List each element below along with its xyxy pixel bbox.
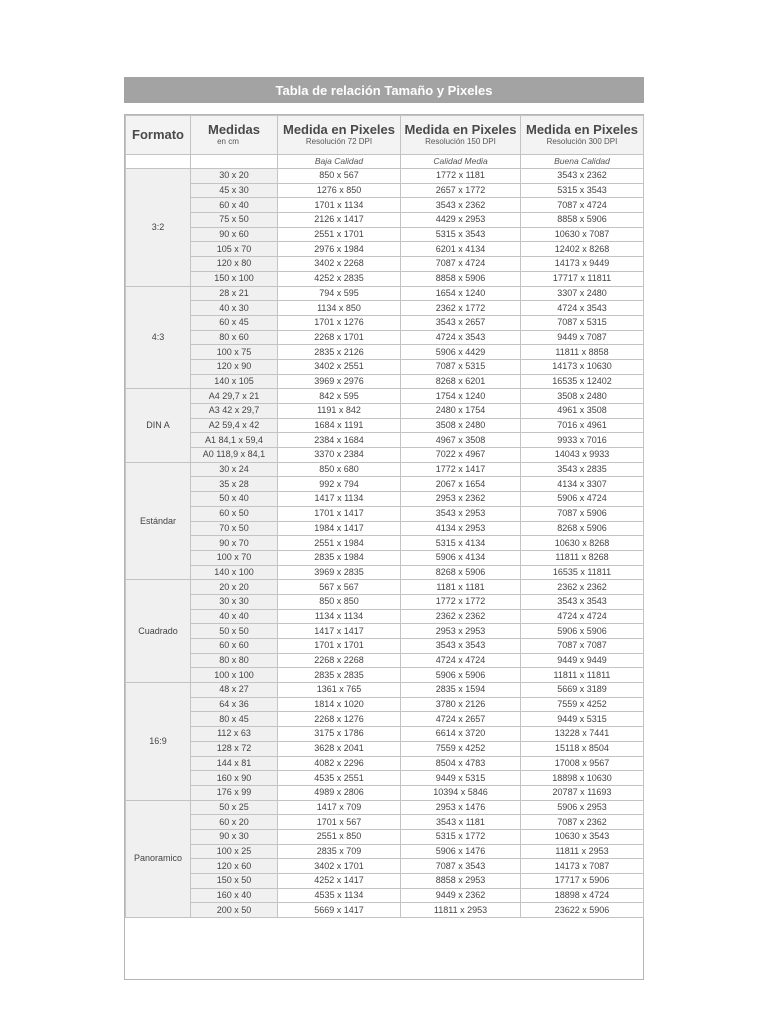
size-cm-cell: 30 x 20 bbox=[191, 169, 278, 184]
px-150-cell: 2835 x 1594 bbox=[401, 683, 521, 698]
table-row bbox=[126, 433, 644, 448]
table-row bbox=[126, 580, 644, 595]
px-150-cell: 4967 x 3508 bbox=[401, 433, 521, 448]
size-cm-cell: A4 29,7 x 21 bbox=[191, 389, 278, 404]
px-300-cell: 3508 x 2480 bbox=[521, 389, 644, 404]
px-72-cell: 1701 x 1417 bbox=[278, 506, 401, 521]
size-cm-cell: A0 118,9 x 84,1 bbox=[191, 448, 278, 463]
px-150-cell: 7087 x 5315 bbox=[401, 359, 521, 374]
px-72-cell: 5669 x 1417 bbox=[278, 903, 401, 918]
px-300-cell: 4724 x 4724 bbox=[521, 609, 644, 624]
format-group-label: 4:3 bbox=[126, 286, 191, 389]
px-150-cell: 2362 x 2362 bbox=[401, 609, 521, 624]
px-72-cell: 2976 x 1984 bbox=[278, 242, 401, 257]
table-row bbox=[126, 345, 644, 360]
px-150-cell: 4429 x 2953 bbox=[401, 213, 521, 228]
px-300-cell: 14173 x 9449 bbox=[521, 257, 644, 272]
size-cm-cell: 90 x 60 bbox=[191, 227, 278, 242]
px-300-cell: 9449 x 5315 bbox=[521, 712, 644, 727]
px-72-cell: 3969 x 2835 bbox=[278, 565, 401, 580]
quality-empty-2 bbox=[191, 155, 278, 169]
table-row bbox=[126, 404, 644, 419]
px-150-cell: 1181 x 1181 bbox=[401, 580, 521, 595]
px-150-cell: 4724 x 3543 bbox=[401, 330, 521, 345]
px-300-cell: 5906 x 5906 bbox=[521, 624, 644, 639]
px-150-cell: 4724 x 4724 bbox=[401, 653, 521, 668]
size-cm-cell: 160 x 90 bbox=[191, 771, 278, 786]
px-72-cell: 4535 x 2551 bbox=[278, 771, 401, 786]
px-72-cell: 850 x 567 bbox=[278, 169, 401, 184]
table-row bbox=[126, 785, 644, 800]
size-cm-cell: 160 x 40 bbox=[191, 888, 278, 903]
header-72dpi: Medida en Pixeles Resolución 72 DPI bbox=[278, 116, 401, 155]
px-72-cell: 2551 x 1984 bbox=[278, 536, 401, 551]
px-300-cell: 7087 x 7087 bbox=[521, 639, 644, 654]
px-150-cell: 8858 x 5906 bbox=[401, 271, 521, 286]
table-row bbox=[126, 683, 644, 698]
table-row bbox=[126, 359, 644, 374]
size-cm-cell: 112 x 63 bbox=[191, 727, 278, 742]
px-300-cell: 11811 x 2953 bbox=[521, 844, 644, 859]
px-72-cell: 2551 x 850 bbox=[278, 829, 401, 844]
table-row bbox=[126, 286, 644, 301]
table-row bbox=[126, 829, 644, 844]
px-150-cell: 3543 x 2657 bbox=[401, 315, 521, 330]
px-150-cell: 3543 x 3543 bbox=[401, 639, 521, 654]
format-group-label: Panoramico bbox=[126, 800, 191, 918]
format-group-label: Estándar bbox=[126, 462, 191, 580]
size-cm-cell: 75 x 50 bbox=[191, 213, 278, 228]
px-150-cell: 6201 x 4134 bbox=[401, 242, 521, 257]
px-72-cell: 567 x 567 bbox=[278, 580, 401, 595]
px-72-cell: 2835 x 2835 bbox=[278, 668, 401, 683]
table-row bbox=[126, 668, 644, 683]
px-150-cell: 11811 x 2953 bbox=[401, 903, 521, 918]
quality-empty-1 bbox=[126, 155, 191, 169]
px-72-cell: 1191 x 842 bbox=[278, 404, 401, 419]
px-72-cell: 3370 x 2384 bbox=[278, 448, 401, 463]
size-cm-cell: 50 x 50 bbox=[191, 624, 278, 639]
table-row bbox=[126, 389, 644, 404]
px-72-cell: 794 x 595 bbox=[278, 286, 401, 301]
px-72-cell: 2384 x 1684 bbox=[278, 433, 401, 448]
size-cm-cell: 100 x 70 bbox=[191, 550, 278, 565]
table-row bbox=[126, 257, 644, 272]
px-72-cell: 850 x 850 bbox=[278, 594, 401, 609]
px-72-cell: 3175 x 1786 bbox=[278, 727, 401, 742]
size-cm-cell: 100 x 100 bbox=[191, 668, 278, 683]
size-cm-cell: 90 x 30 bbox=[191, 829, 278, 844]
px-150-cell: 8858 x 2953 bbox=[401, 874, 521, 889]
table-row bbox=[126, 492, 644, 507]
size-cm-cell: 60 x 60 bbox=[191, 639, 278, 654]
px-72-cell: 842 x 595 bbox=[278, 389, 401, 404]
quality-row bbox=[126, 155, 644, 169]
header-medidas: Medidas en cm bbox=[191, 116, 278, 155]
px-150-cell: 1754 x 1240 bbox=[401, 389, 521, 404]
size-cm-cell: 20 x 20 bbox=[191, 580, 278, 595]
table-row bbox=[126, 169, 644, 184]
px-300-cell: 7559 x 4252 bbox=[521, 697, 644, 712]
px-72-cell: 1134 x 850 bbox=[278, 301, 401, 316]
table-row bbox=[126, 756, 644, 771]
table-row bbox=[126, 594, 644, 609]
px-150-cell: 9449 x 2362 bbox=[401, 888, 521, 903]
format-group-label: Cuadrado bbox=[126, 580, 191, 683]
size-cm-cell: 40 x 30 bbox=[191, 301, 278, 316]
size-cm-cell: 50 x 40 bbox=[191, 492, 278, 507]
px-72-cell: 2126 x 1417 bbox=[278, 213, 401, 228]
px-72-cell: 2551 x 1701 bbox=[278, 227, 401, 242]
size-cm-cell: 90 x 70 bbox=[191, 536, 278, 551]
table-row bbox=[126, 859, 644, 874]
px-150-cell: 2480 x 1754 bbox=[401, 404, 521, 419]
size-cm-cell: A3 42 x 29,7 bbox=[191, 404, 278, 419]
size-cm-cell: 30 x 24 bbox=[191, 462, 278, 477]
table-row bbox=[126, 315, 644, 330]
size-cm-cell: 120 x 80 bbox=[191, 257, 278, 272]
px-72-cell: 1701 x 1701 bbox=[278, 639, 401, 654]
size-cm-cell: 144 x 81 bbox=[191, 756, 278, 771]
format-group-label: DIN A bbox=[126, 389, 191, 462]
size-cm-cell: 80 x 45 bbox=[191, 712, 278, 727]
px-150-cell: 5315 x 1772 bbox=[401, 829, 521, 844]
size-cm-cell: 60 x 45 bbox=[191, 315, 278, 330]
px-300-cell: 7016 x 4961 bbox=[521, 418, 644, 433]
px-300-cell: 8268 x 5906 bbox=[521, 521, 644, 536]
table-row bbox=[126, 183, 644, 198]
table-row bbox=[126, 800, 644, 815]
table-row bbox=[126, 888, 644, 903]
px-72-cell: 1701 x 1276 bbox=[278, 315, 401, 330]
px-300-cell: 3543 x 3543 bbox=[521, 594, 644, 609]
table-row bbox=[126, 712, 644, 727]
size-cm-cell: 140 x 100 bbox=[191, 565, 278, 580]
format-group-label: 3:2 bbox=[126, 169, 191, 287]
size-cm-cell: 50 x 25 bbox=[191, 800, 278, 815]
px-300-cell: 16535 x 11811 bbox=[521, 565, 644, 580]
px-150-cell: 2953 x 1476 bbox=[401, 800, 521, 815]
size-pixel-table bbox=[124, 114, 644, 980]
size-cm-cell: 128 x 72 bbox=[191, 741, 278, 756]
px-300-cell: 17008 x 9567 bbox=[521, 756, 644, 771]
table-row bbox=[126, 477, 644, 492]
size-cm-cell: 150 x 100 bbox=[191, 271, 278, 286]
px-72-cell: 1814 x 1020 bbox=[278, 697, 401, 712]
px-300-cell: 9449 x 9449 bbox=[521, 653, 644, 668]
px-72-cell: 3402 x 1701 bbox=[278, 859, 401, 874]
header-150dpi: Medida en Pixeles Resolución 150 DPI bbox=[401, 116, 521, 155]
format-group-label: 16:9 bbox=[126, 683, 191, 801]
table-row bbox=[126, 565, 644, 580]
px-300-cell: 7087 x 5906 bbox=[521, 506, 644, 521]
px-72-cell: 1417 x 1417 bbox=[278, 624, 401, 639]
px-300-cell: 3543 x 2835 bbox=[521, 462, 644, 477]
px-300-cell: 12402 x 8268 bbox=[521, 242, 644, 257]
px-72-cell: 1276 x 850 bbox=[278, 183, 401, 198]
px-72-cell: 4082 x 2296 bbox=[278, 756, 401, 771]
px-150-cell: 1772 x 1181 bbox=[401, 169, 521, 184]
table-row bbox=[126, 213, 644, 228]
px-72-cell: 1134 x 1134 bbox=[278, 609, 401, 624]
table-row bbox=[126, 727, 644, 742]
px-150-cell: 8268 x 5906 bbox=[401, 565, 521, 580]
px-300-cell: 7087 x 4724 bbox=[521, 198, 644, 213]
table-row bbox=[126, 815, 644, 830]
px-72-cell: 992 x 794 bbox=[278, 477, 401, 492]
table-row bbox=[126, 462, 644, 477]
px-300-cell: 5906 x 4724 bbox=[521, 492, 644, 507]
table-row bbox=[126, 697, 644, 712]
size-cm-cell: 120 x 60 bbox=[191, 859, 278, 874]
table-row bbox=[126, 506, 644, 521]
size-cm-cell: A1 84,1 x 59,4 bbox=[191, 433, 278, 448]
px-72-cell: 1984 x 1417 bbox=[278, 521, 401, 536]
table-row bbox=[126, 609, 644, 624]
size-cm-cell: 48 x 27 bbox=[191, 683, 278, 698]
px-72-cell: 2268 x 1276 bbox=[278, 712, 401, 727]
table-title: Tabla de relación Tamaño y Pixeles bbox=[124, 77, 644, 103]
px-72-cell: 4535 x 1134 bbox=[278, 888, 401, 903]
px-300-cell: 23622 x 5906 bbox=[521, 903, 644, 918]
px-300-cell: 2362 x 2362 bbox=[521, 580, 644, 595]
px-300-cell: 14043 x 9933 bbox=[521, 448, 644, 463]
px-72-cell: 1701 x 567 bbox=[278, 815, 401, 830]
size-cm-cell: 100 x 25 bbox=[191, 844, 278, 859]
px-150-cell: 5906 x 4429 bbox=[401, 345, 521, 360]
px-150-cell: 7022 x 4967 bbox=[401, 448, 521, 463]
px-150-cell: 1772 x 1772 bbox=[401, 594, 521, 609]
size-cm-cell: 200 x 50 bbox=[191, 903, 278, 918]
px-150-cell: 4134 x 2953 bbox=[401, 521, 521, 536]
px-150-cell: 3543 x 1181 bbox=[401, 815, 521, 830]
px-72-cell: 2268 x 2268 bbox=[278, 653, 401, 668]
px-72-cell: 2268 x 1701 bbox=[278, 330, 401, 345]
size-cm-cell: 80 x 60 bbox=[191, 330, 278, 345]
table-row bbox=[126, 741, 644, 756]
table-body bbox=[126, 169, 644, 918]
px-72-cell: 1361 x 765 bbox=[278, 683, 401, 698]
px-150-cell: 5906 x 1476 bbox=[401, 844, 521, 859]
table-row bbox=[126, 301, 644, 316]
size-cm-cell: 30 x 30 bbox=[191, 594, 278, 609]
size-cm-cell: 80 x 80 bbox=[191, 653, 278, 668]
size-cm-cell: 140 x 105 bbox=[191, 374, 278, 389]
px-150-cell: 5315 x 4134 bbox=[401, 536, 521, 551]
px-150-cell: 3780 x 2126 bbox=[401, 697, 521, 712]
px-300-cell: 3307 x 2480 bbox=[521, 286, 644, 301]
px-150-cell: 1654 x 1240 bbox=[401, 286, 521, 301]
px-150-cell: 8268 x 6201 bbox=[401, 374, 521, 389]
px-150-cell: 7087 x 3543 bbox=[401, 859, 521, 874]
px-72-cell: 3402 x 2268 bbox=[278, 257, 401, 272]
px-300-cell: 10630 x 3543 bbox=[521, 829, 644, 844]
size-cm-cell: 28 x 21 bbox=[191, 286, 278, 301]
size-cm-cell: 35 x 28 bbox=[191, 477, 278, 492]
table-row bbox=[126, 903, 644, 918]
px-150-cell: 2067 x 1654 bbox=[401, 477, 521, 492]
px-300-cell: 11811 x 8268 bbox=[521, 550, 644, 565]
px-72-cell: 1684 x 1191 bbox=[278, 418, 401, 433]
quality-72: Baja Calidad bbox=[278, 155, 401, 169]
table-row bbox=[126, 653, 644, 668]
px-300-cell: 17717 x 5906 bbox=[521, 874, 644, 889]
px-150-cell: 8504 x 4783 bbox=[401, 756, 521, 771]
px-300-cell: 20787 x 11693 bbox=[521, 785, 644, 800]
size-cm-cell: 60 x 20 bbox=[191, 815, 278, 830]
px-150-cell: 7559 x 4252 bbox=[401, 741, 521, 756]
px-300-cell: 18898 x 10630 bbox=[521, 771, 644, 786]
px-72-cell: 2835 x 1984 bbox=[278, 550, 401, 565]
size-cm-cell: 40 x 40 bbox=[191, 609, 278, 624]
size-cm-cell: 45 x 30 bbox=[191, 183, 278, 198]
px-150-cell: 5315 x 3543 bbox=[401, 227, 521, 242]
table-row bbox=[126, 271, 644, 286]
px-300-cell: 15118 x 8504 bbox=[521, 741, 644, 756]
size-cm-cell: 120 x 90 bbox=[191, 359, 278, 374]
px-300-cell: 3543 x 2362 bbox=[521, 169, 644, 184]
px-72-cell: 3969 x 2976 bbox=[278, 374, 401, 389]
px-300-cell: 9449 x 7087 bbox=[521, 330, 644, 345]
table-row bbox=[126, 448, 644, 463]
px-150-cell: 3543 x 2362 bbox=[401, 198, 521, 213]
px-150-cell: 2953 x 2362 bbox=[401, 492, 521, 507]
table-row bbox=[126, 639, 644, 654]
table-row bbox=[126, 844, 644, 859]
px-150-cell: 2953 x 2953 bbox=[401, 624, 521, 639]
size-cm-cell: 64 x 36 bbox=[191, 697, 278, 712]
table-row bbox=[126, 624, 644, 639]
px-300-cell: 10630 x 7087 bbox=[521, 227, 644, 242]
table-row bbox=[126, 227, 644, 242]
px-150-cell: 6614 x 3720 bbox=[401, 727, 521, 742]
px-300-cell: 14173 x 7087 bbox=[521, 859, 644, 874]
size-cm-cell: 70 x 50 bbox=[191, 521, 278, 536]
px-150-cell: 7087 x 4724 bbox=[401, 257, 521, 272]
table-row bbox=[126, 418, 644, 433]
px-150-cell: 5906 x 5906 bbox=[401, 668, 521, 683]
px-150-cell: 1772 x 1417 bbox=[401, 462, 521, 477]
px-300-cell: 7087 x 5315 bbox=[521, 315, 644, 330]
px-300-cell: 18898 x 4724 bbox=[521, 888, 644, 903]
px-300-cell: 5315 x 3543 bbox=[521, 183, 644, 198]
px-300-cell: 11811 x 8858 bbox=[521, 345, 644, 360]
px-150-cell: 10394 x 5846 bbox=[401, 785, 521, 800]
px-150-cell: 5906 x 4134 bbox=[401, 550, 521, 565]
px-300-cell: 5906 x 2953 bbox=[521, 800, 644, 815]
size-cm-cell: 60 x 50 bbox=[191, 506, 278, 521]
px-300-cell: 17717 x 11811 bbox=[521, 271, 644, 286]
px-300-cell: 4134 x 3307 bbox=[521, 477, 644, 492]
header-300dpi: Medida en Pixeles Resolución 300 DPI bbox=[521, 116, 644, 155]
px-300-cell: 4961 x 3508 bbox=[521, 404, 644, 419]
px-300-cell: 9933 x 7016 bbox=[521, 433, 644, 448]
size-cm-cell: A2 59,4 x 42 bbox=[191, 418, 278, 433]
table-row bbox=[126, 198, 644, 213]
px-72-cell: 3402 x 2551 bbox=[278, 359, 401, 374]
px-300-cell: 5669 x 3189 bbox=[521, 683, 644, 698]
px-300-cell: 14173 x 10630 bbox=[521, 359, 644, 374]
table-row bbox=[126, 771, 644, 786]
quality-300: Buena Calidad bbox=[521, 155, 644, 169]
px-300-cell: 10630 x 8268 bbox=[521, 536, 644, 551]
px-72-cell: 1417 x 709 bbox=[278, 800, 401, 815]
px-72-cell: 3628 x 2041 bbox=[278, 741, 401, 756]
table-row bbox=[126, 536, 644, 551]
table-row bbox=[126, 521, 644, 536]
px-150-cell: 2657 x 1772 bbox=[401, 183, 521, 198]
quality-150: Calidad Media bbox=[401, 155, 521, 169]
px-72-cell: 850 x 680 bbox=[278, 462, 401, 477]
px-300-cell: 11811 x 11811 bbox=[521, 668, 644, 683]
table-row bbox=[126, 330, 644, 345]
px-150-cell: 3543 x 2953 bbox=[401, 506, 521, 521]
px-300-cell: 7087 x 2362 bbox=[521, 815, 644, 830]
px-72-cell: 2835 x 2126 bbox=[278, 345, 401, 360]
px-150-cell: 3508 x 2480 bbox=[401, 418, 521, 433]
size-cm-cell: 150 x 50 bbox=[191, 874, 278, 889]
px-150-cell: 2362 x 1772 bbox=[401, 301, 521, 316]
size-cm-cell: 105 x 70 bbox=[191, 242, 278, 257]
table-row bbox=[126, 874, 644, 889]
size-cm-cell: 176 x 99 bbox=[191, 785, 278, 800]
px-300-cell: 13228 x 7441 bbox=[521, 727, 644, 742]
px-300-cell: 8858 x 5906 bbox=[521, 213, 644, 228]
header-formato: Formato bbox=[126, 116, 191, 155]
header-row bbox=[126, 116, 644, 155]
px-72-cell: 1701 x 1134 bbox=[278, 198, 401, 213]
table-row bbox=[126, 242, 644, 257]
px-150-cell: 4724 x 2657 bbox=[401, 712, 521, 727]
px-72-cell: 4252 x 1417 bbox=[278, 874, 401, 889]
px-72-cell: 2835 x 709 bbox=[278, 844, 401, 859]
table-row bbox=[126, 550, 644, 565]
px-72-cell: 4989 x 2806 bbox=[278, 785, 401, 800]
px-300-cell: 4724 x 3543 bbox=[521, 301, 644, 316]
size-cm-cell: 60 x 40 bbox=[191, 198, 278, 213]
px-150-cell: 9449 x 5315 bbox=[401, 771, 521, 786]
table-row bbox=[126, 374, 644, 389]
conversion-grid bbox=[125, 115, 644, 918]
px-72-cell: 1417 x 1134 bbox=[278, 492, 401, 507]
px-300-cell: 16535 x 12402 bbox=[521, 374, 644, 389]
px-72-cell: 4252 x 2835 bbox=[278, 271, 401, 286]
size-cm-cell: 100 x 75 bbox=[191, 345, 278, 360]
